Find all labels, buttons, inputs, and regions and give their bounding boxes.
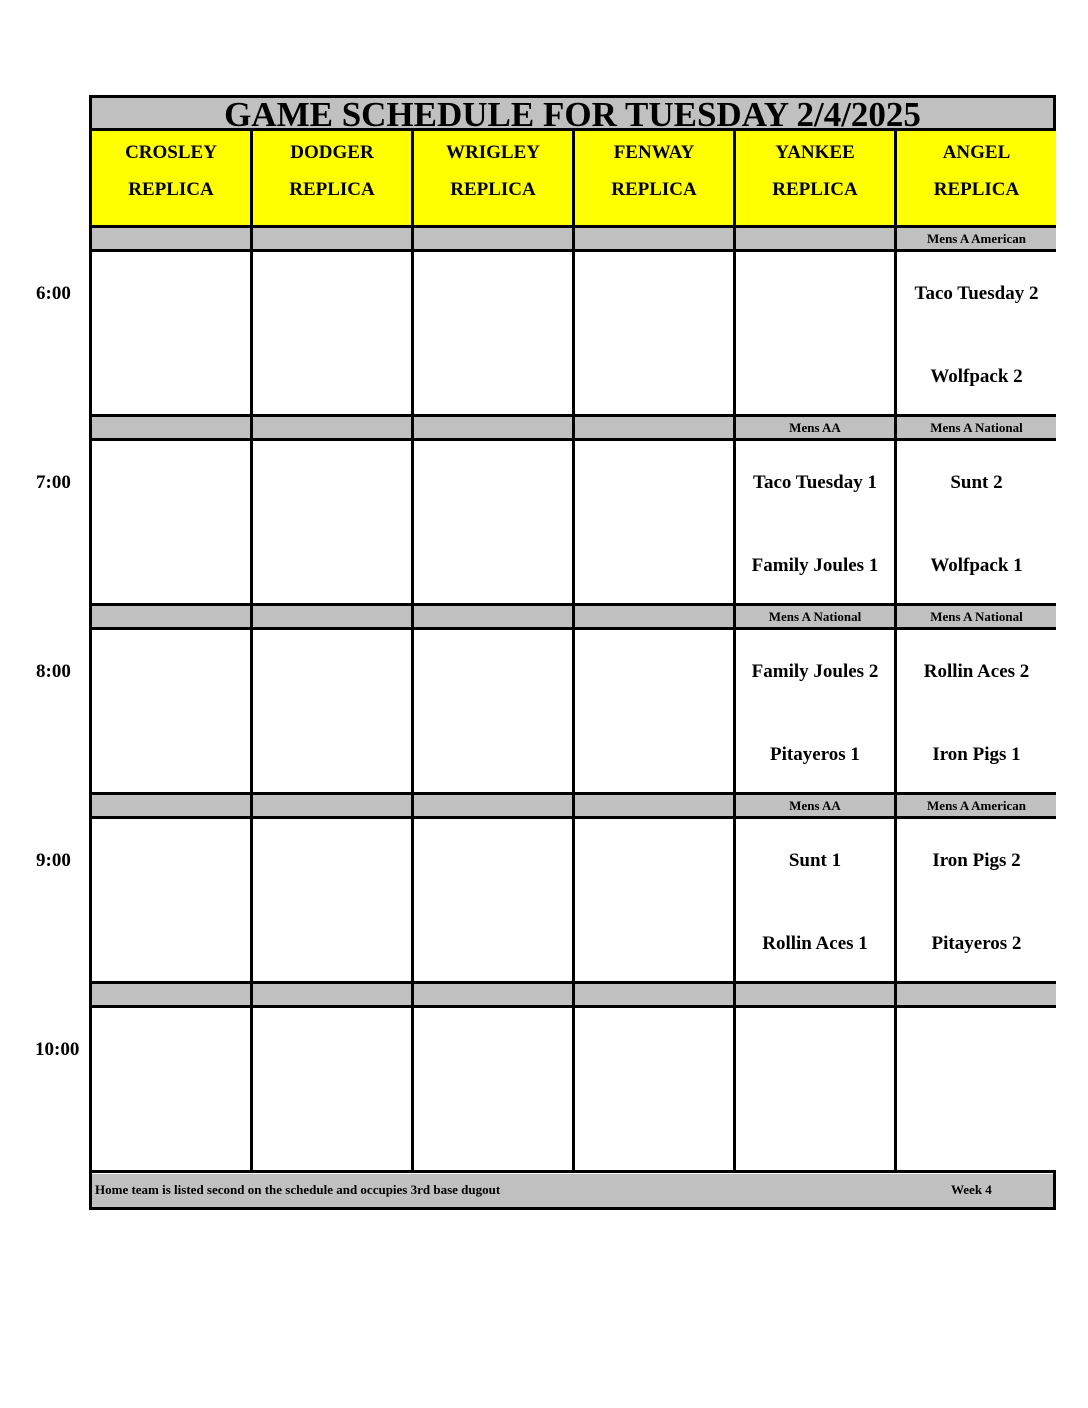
game-cell [575, 252, 736, 417]
division-label [414, 417, 575, 441]
field-type: REPLICA [611, 179, 697, 200]
game-cell [414, 630, 575, 795]
game-cell [253, 252, 414, 417]
away-team: Rollin Aces 2 [923, 661, 1030, 682]
division-label: Mens A National [897, 417, 1056, 441]
game-cell [92, 819, 253, 984]
game-cell [736, 441, 897, 606]
division-label [736, 228, 897, 252]
home-team: Wolfpack 1 [930, 555, 1023, 576]
division-label [414, 795, 575, 819]
game-cell [736, 1008, 897, 1173]
game-cell [92, 630, 253, 795]
division-label: Mens A National [736, 606, 897, 630]
division-label: Mens AA [736, 417, 897, 441]
footer-note: Home team is listed second on the schedule and occupies 3rd base dugout [95, 1182, 501, 1197]
game-cell [253, 819, 414, 984]
schedule-table [89, 95, 1056, 1210]
field-header [897, 131, 1056, 228]
game-cell [92, 252, 253, 417]
field-header [736, 131, 897, 228]
game-cell [575, 630, 736, 795]
away-team: Sunt 2 [950, 472, 1003, 493]
schedule-title: GAME SCHEDULE FOR TUESDAY 2/4/2025 [92, 98, 1053, 131]
away-team: Iron Pigs 2 [932, 850, 1021, 871]
home-team: Iron Pigs 1 [932, 744, 1021, 765]
field-name: WRIGLEY [446, 142, 540, 163]
home-team: Wolfpack 2 [930, 366, 1023, 387]
division-label [253, 228, 414, 252]
field-type: REPLICA [128, 179, 214, 200]
game-cell [736, 252, 897, 417]
game-cell [897, 441, 1056, 606]
field-type: REPLICA [289, 179, 375, 200]
game-cell [414, 441, 575, 606]
division-label [253, 417, 414, 441]
division-label [575, 606, 736, 630]
field-name: DODGER [290, 142, 374, 163]
division-label: Mens A American [897, 795, 1056, 819]
field-name: ANGEL [942, 142, 1011, 163]
field-name: YANKEE [775, 142, 855, 163]
game-cell [736, 630, 897, 795]
away-team: Taco Tuesday 2 [914, 283, 1039, 304]
game-cell [575, 441, 736, 606]
field-header [575, 131, 736, 228]
game-cell [897, 252, 1056, 417]
division-label [253, 984, 414, 1008]
division-label [897, 984, 1056, 1008]
division-label [575, 228, 736, 252]
home-team: Rollin Aces 1 [762, 933, 868, 954]
game-cell [575, 819, 736, 984]
field-header [414, 131, 575, 228]
game-cell [253, 630, 414, 795]
game-cell [736, 819, 897, 984]
division-label [92, 984, 253, 1008]
division-label [575, 984, 736, 1008]
home-team: Family Joules 1 [751, 555, 879, 576]
division-label [736, 984, 897, 1008]
game-cell [575, 1008, 736, 1173]
away-team: Taco Tuesday 1 [753, 472, 877, 493]
division-label: Mens A American [897, 228, 1056, 252]
away-team: Family Joules 2 [751, 661, 879, 682]
game-cell [897, 819, 1056, 984]
away-team: Sunt 1 [788, 850, 842, 871]
game-cell [897, 1008, 1056, 1173]
time-slot-label: 9:00 [36, 850, 71, 871]
home-team: Pitayeros 2 [931, 933, 1022, 954]
division-label [253, 606, 414, 630]
game-cell [92, 441, 253, 606]
division-label [92, 228, 253, 252]
game-cell [414, 252, 575, 417]
game-cell [897, 630, 1056, 795]
division-label [414, 228, 575, 252]
division-label [92, 606, 253, 630]
game-cell [253, 1008, 414, 1173]
time-slot-label: 7:00 [36, 472, 71, 493]
field-type: REPLICA [772, 179, 858, 200]
field-header [253, 131, 414, 228]
division-label [92, 795, 253, 819]
game-cell [414, 819, 575, 984]
field-type: REPLICA [450, 179, 536, 200]
time-slot-label: 10:00 [35, 1039, 80, 1060]
division-label [414, 606, 575, 630]
division-label [253, 795, 414, 819]
game-cell [414, 1008, 575, 1173]
week-label: Week 4 [951, 1182, 992, 1197]
division-label: Mens AA [736, 795, 897, 819]
field-name: CROSLEY [125, 142, 217, 163]
game-cell [253, 441, 414, 606]
division-label [414, 984, 575, 1008]
field-name: FENWAY [613, 142, 695, 163]
home-team: Pitayeros 1 [770, 744, 860, 765]
division-label [575, 417, 736, 441]
field-header [92, 131, 253, 228]
time-slot-label: 6:00 [36, 283, 71, 304]
division-label: Mens A National [897, 606, 1056, 630]
division-label [92, 417, 253, 441]
field-type: REPLICA [933, 179, 1020, 200]
time-slot-label: 8:00 [36, 661, 71, 682]
game-cell [92, 1008, 253, 1173]
division-label [575, 795, 736, 819]
footer-bar [92, 1174, 1053, 1207]
